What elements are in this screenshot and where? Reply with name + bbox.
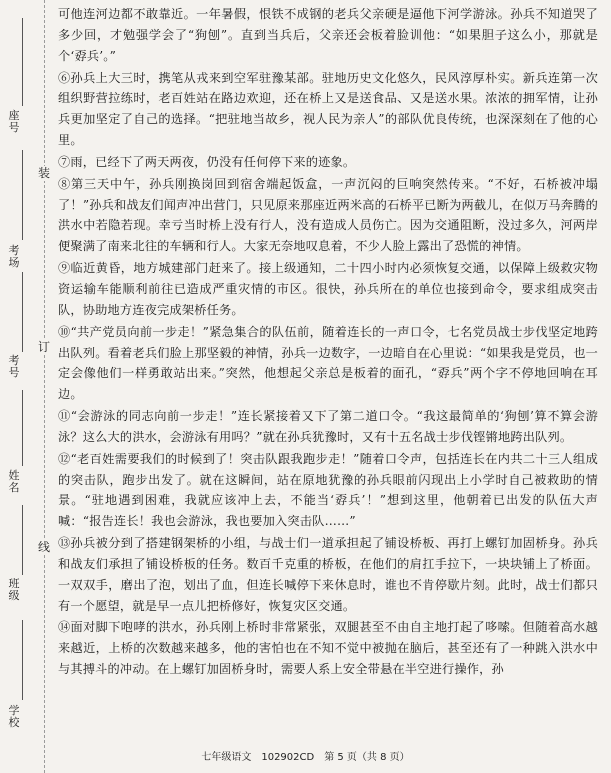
paragraph-5-cont: 可他连河边都不敢靠近。一年暑假，恨铁不成钢的老兵父亲硬是逼他下河学游泳。孙兵不知道哭了多少回，才勉强学会了“狗刨”。直到当兵后，父亲还会板着脸训他：“如果胆子这么小，那就是个‘孬兵’。”	[58, 7, 598, 63]
exam-room-label: 考场	[8, 244, 20, 269]
binding-mark-xian: 线	[37, 540, 50, 554]
name-field[interactable]	[22, 390, 23, 466]
school-field[interactable]	[22, 620, 23, 700]
paragraph-7: ⑦雨，已经下了两天两夜，仍没有任何停下来的迹象。	[58, 154, 356, 169]
paragraph-9: ⑨临近黄昏，地方城建部门赶来了。接上级通知，二十四小时内必须恢复交通，以保障上级救灾物资运输车能顺利前往已造成严重灾情的市区。很快，孙兵所在的单位也接到命令，要求组成突击队，协助地方连夜完成架桥任务。	[58, 261, 598, 317]
seat-field[interactable]	[22, 18, 23, 106]
binding-dashed-line	[44, 0, 45, 773]
paragraph-6: ⑥孙兵上大三时，携笔从戎来到空军驻豫某部。驻地历史文化悠久，民风淳厚朴实。新兵连第一次组织野营拉练时，老百姓站在路边欢迎，还在桥上又是送食品、又是送水果。浓浓的拥军情，让孙兵更加坚定了自己的选择。“把驻地当故乡，视人民为亲人”的部队优良传统，也深深刻在了他的心里。	[58, 70, 598, 148]
exam-number-label: 考号	[8, 354, 20, 379]
exam-room-field[interactable]	[22, 150, 23, 240]
paragraph-13: ⑬孙兵被分到了搭建钢架桥的小组，与战士们一道承担起了铺设桥板、再打上螺钉加固桥身。孙兵和战友们承担了铺设桥板的任务。数百千克重的桥板，在他们的肩扛手拉下，一块块铺上了桥面。一双双手，磨出了泡，划出了血，但连长喊停下来休息时，谁也不肯停歇片刻。此时，战士们都只有一个愿望，就是早一点儿把桥修好，恢复灾区交通。	[58, 536, 598, 613]
page-footer: 七年级语文 102902CD 第 5 页（共 8 页）	[201, 752, 410, 763]
paragraph-8: ⑧第三天中午，孙兵刚换岗回到宿舍端起饭盒，一声沉闷的巨响突然传来。“不好，石桥被冲塌了！”孙兵和战友们闻声冲出营门，只见原来那座近两米高的石桥平已断为两截儿，在似万马奔腾的洪水中若隐若现。幸亏当时桥上没有行人，没有造成人员伤亡。因为交通阻断，没过多久，河两岸便聚满了南来北往的车辆和行人。大家无奈地叹息着，不少人脸上露出了恐慌的神情。	[58, 176, 598, 254]
seat-label: 座号	[8, 109, 20, 134]
binding-mark-zhuang: 装	[37, 166, 50, 180]
paragraph-14: ⑭面对脚下咆哮的洪水，孙兵刚上桥时非常紧张，双腿甚至不由自主地打起了哆嗦。但随着高水越来越近，上桥的次数越来越多，他的害怕也在不知不觉中被抛在脑后，甚至还有了一种跳入洪水中与其搏斗的冲动。在上螺钉加固桥身时，需要人系上安全带悬在半空进行操作，孙	[58, 620, 598, 677]
exam-number-field[interactable]	[22, 272, 23, 352]
school-label: 学校	[8, 704, 20, 729]
paragraph-12: ⑫“老百姓需要我们的时候到了！突击队跟我跑步走！”随着口令声，包括连长在内共二十三人组成的突击队，跑步出发了。就在这瞬间，站在原地犹豫的孙兵眼前闪现出上小学时自己被救助的情景。“驻地遇到困难，我就应该冲上去，不能当‘孬兵’！”想到这里，他朝着已出发的队伍大声喊：“报告连长！我也会游泳，我也要加入突击队……”	[58, 451, 598, 529]
class-label: 班级	[8, 577, 20, 602]
binding-mark-ding: 订	[37, 340, 50, 354]
passage-body	[58, 4, 598, 681]
paragraph-11: ⑪“会游泳的同志向前一步走！”连长紧接着又下了第二道口令。“我这最简单的‘狗刨’算不算会游泳？这么大的洪水，会游泳有用吗？”就在孙兵犹豫时，又有十五名战士步伐铿锵地跨出队列。	[58, 409, 598, 444]
binding-margin	[0, 0, 58, 773]
class-field[interactable]	[22, 505, 23, 575]
paragraph-10: ⑩“共产党员向前一步走！”紧急集合的队伍前，随着连长的一声口令，七名党员战士步伐坚定地跨出队列。看着老兵们脸上那坚毅的神情，孙兵一边数字，一边暗自在心里说：“如果我是党员，也一定会像他们一样勇敢站出来。”突然，他想起父亲总是板着的面孔，“孬兵”两个字不停地回响在耳边。	[58, 324, 598, 402]
name-label: 姓名	[8, 469, 20, 494]
